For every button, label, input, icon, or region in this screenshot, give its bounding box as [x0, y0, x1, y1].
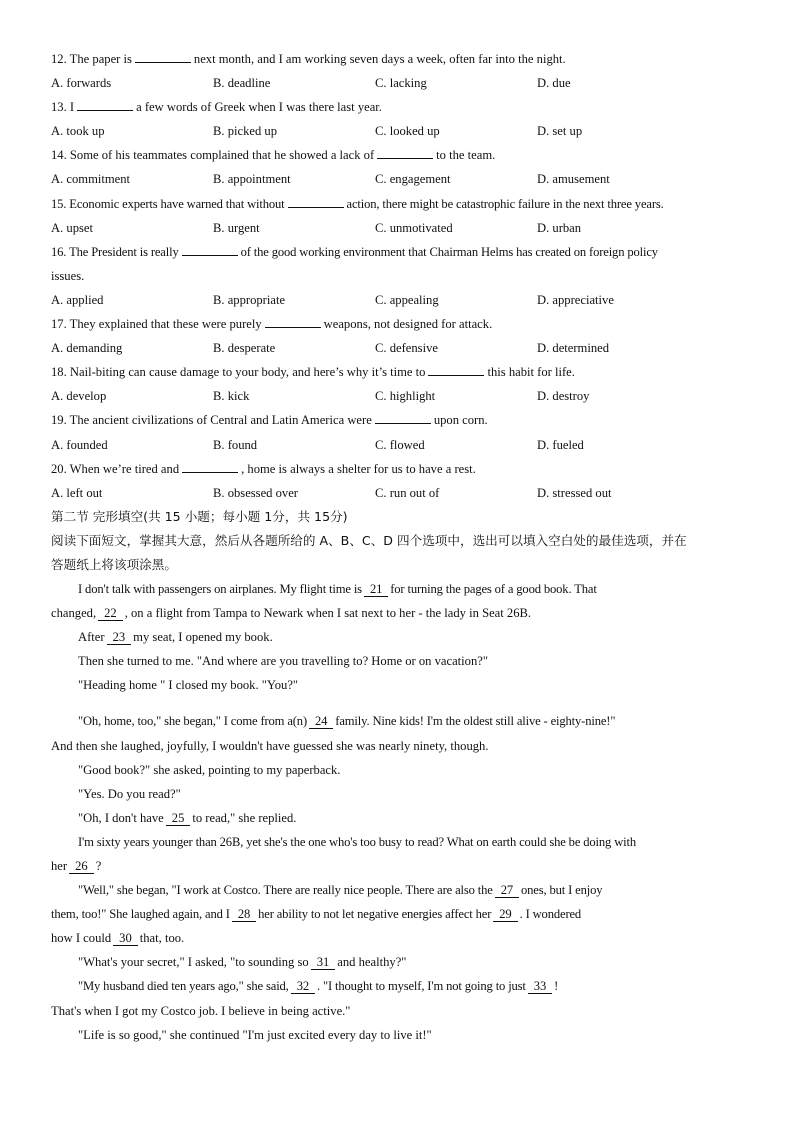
question-number: 19. — [51, 413, 67, 428]
answer-blank[interactable] — [77, 97, 133, 111]
option-c[interactable]: C. defensive — [375, 341, 438, 356]
question-number: 14. — [51, 148, 67, 163]
question-number: 20. — [51, 461, 67, 476]
option-c[interactable]: C. looked up — [375, 124, 440, 139]
cloze-blank-22[interactable]: 22 — [98, 606, 123, 621]
question-number: 18. — [51, 365, 67, 380]
passage-text: family. Nine kids! I'm the oldest still alive - eighty-nine!" — [335, 714, 616, 729]
cloze-blank-24[interactable]: 24 — [309, 714, 333, 729]
question-number: 13. — [51, 100, 67, 115]
question-14 — [51, 143, 756, 167]
question-17 — [51, 312, 756, 336]
option-c[interactable]: C. unmotivated — [375, 220, 453, 235]
question-16 — [51, 240, 756, 264]
question-15 — [51, 192, 756, 216]
option-a[interactable]: A. applied — [51, 292, 104, 307]
answer-blank[interactable] — [377, 145, 433, 159]
question-20 — [51, 457, 756, 481]
passage-line: "Life is so good," she continued "I'm just excited every day to live it!" — [78, 1027, 432, 1042]
passage-line: I'm sixty years younger than 26B, yet she's the one who's too busy to read? What on earth could she be doing with — [78, 834, 636, 849]
exam-page — [51, 47, 756, 1047]
option-b[interactable]: B. picked up — [213, 124, 278, 139]
passage-text: . I wondered — [519, 907, 582, 922]
option-a[interactable]: A. founded — [51, 437, 108, 452]
question-number: 12. — [51, 52, 67, 66]
options-16 — [51, 288, 756, 312]
option-a[interactable]: A. commitment — [51, 172, 131, 187]
passage-line: That's when I got my Costco job. I believe in being active." — [51, 1003, 351, 1018]
cloze-blank-30[interactable]: 30 — [113, 931, 138, 946]
passage-line — [51, 601, 756, 625]
section-instruction-continued: 答题纸上将该项涂黑。 — [51, 556, 177, 572]
question-text: The ancient civilizations of Central and Latin America were — [69, 413, 372, 428]
option-a[interactable]: A. upset — [51, 220, 93, 235]
options-12 — [51, 71, 756, 95]
option-d[interactable]: D. determined — [537, 341, 610, 356]
passage-text: her ability to not let negative energies affect her — [258, 907, 492, 922]
passage-text: how I could — [51, 931, 112, 946]
cloze-blank-31[interactable]: 31 — [311, 955, 336, 970]
question-text: They explained that these were purely — [69, 317, 262, 332]
option-d[interactable]: D. amusement — [537, 172, 610, 187]
question-text: to the team. — [436, 148, 496, 163]
option-d[interactable]: D. set up — [537, 124, 583, 139]
passage-text: ? — [95, 859, 102, 873]
answer-blank[interactable] — [265, 314, 321, 328]
passage-text: "My husband died ten years ago," she said, — [78, 979, 289, 994]
question-text: The President is really — [69, 244, 179, 259]
question-13 — [51, 95, 756, 119]
question-number: 17. — [51, 317, 67, 332]
cloze-blank-28[interactable]: 28 — [232, 907, 256, 922]
passage-text: that, too. — [139, 931, 185, 946]
option-c[interactable]: C. highlight — [375, 389, 436, 404]
passage-line: And then she laughed, joyfully, I wouldn't have guessed she was nearly ninety, though. — [51, 738, 489, 753]
passage-line — [51, 902, 756, 926]
question-text: When we’re tired and — [69, 461, 180, 476]
passage-line: Then she turned to me. "And where are you travelling to? Home or on vacation?" — [78, 654, 488, 669]
options-15 — [51, 216, 756, 240]
cloze-passage — [51, 577, 756, 1047]
question-text: action, there might be catastrophic failure in the next three years. — [346, 196, 664, 211]
question-text: Economic experts have warned that without — [69, 196, 285, 211]
option-d[interactable]: D. urban — [537, 220, 582, 235]
options-14 — [51, 167, 756, 191]
passage-text: "Well," she began, "I work at Costco. There are really nice people. There are also the — [78, 883, 493, 898]
passage-text: her — [51, 859, 68, 873]
passage-text: and healthy?" — [337, 955, 407, 970]
option-b[interactable]: B. deadline — [213, 76, 271, 91]
section-instruction: 阅读下面短文，掌握其大意，然后从各题所给的 A、B、C、D 四个选项中，选出可以填入空白处的最佳选项，并在 — [51, 532, 687, 548]
question-text: of the good working environment that Chairman Helms has created on foreign policy — [240, 244, 658, 259]
question-text: issues. — [51, 268, 85, 283]
passage-text: "Oh, home, too," she began," I come from a(n) — [78, 714, 307, 729]
passage-text: . "I thought to myself, I'm not going to just — [316, 979, 526, 994]
passage-line — [51, 577, 756, 601]
options-20 — [51, 481, 756, 505]
cloze-blank-23[interactable]: 23 — [107, 630, 132, 645]
passage-line: "Good book?" she asked, pointing to my paperback. — [78, 762, 341, 777]
option-b[interactable]: B. found — [213, 437, 258, 452]
answer-blank[interactable] — [375, 410, 431, 424]
option-c[interactable]: C. run out of — [375, 485, 440, 500]
option-c[interactable]: C. flowed — [375, 437, 425, 452]
passage-line — [51, 926, 756, 950]
question-text: The paper is — [69, 52, 132, 66]
answer-blank[interactable] — [428, 362, 484, 376]
answer-blank[interactable] — [182, 242, 238, 256]
option-b[interactable]: B. appointment — [213, 172, 291, 187]
question-number: 15. — [51, 196, 67, 211]
passage-text: to read," she replied. — [192, 810, 297, 825]
option-c[interactable]: C. engagement — [375, 172, 451, 187]
option-d[interactable]: D. stressed out — [537, 485, 612, 500]
passage-text: for turning the pages of a good book. That — [390, 582, 597, 597]
question-text: , home is always a shelter for us to have a rest. — [241, 461, 476, 476]
option-b[interactable]: B. urgent — [213, 220, 260, 235]
options-19 — [51, 433, 756, 457]
question-text: this habit for life. — [487, 365, 575, 380]
option-b[interactable]: B. desperate — [213, 341, 276, 356]
answer-blank[interactable] — [182, 459, 238, 473]
option-b[interactable]: B. obsessed over — [213, 485, 298, 500]
passage-line — [51, 806, 756, 830]
option-d[interactable]: D. due — [537, 76, 571, 91]
passage-line: "Yes. Do you read?" — [78, 786, 181, 801]
passage-line — [51, 625, 756, 649]
option-c[interactable]: C. lacking — [375, 76, 427, 91]
answer-blank[interactable] — [135, 49, 191, 63]
passage-text: After — [78, 630, 105, 645]
option-a[interactable]: A. left out — [51, 485, 103, 500]
passage-line — [51, 974, 756, 998]
passage-text: my seat, I opened my book. — [133, 630, 273, 645]
options-17 — [51, 336, 756, 360]
passage-line — [51, 950, 756, 974]
cloze-blank-21[interactable]: 21 — [364, 582, 388, 597]
answer-blank[interactable] — [288, 194, 344, 208]
cloze-blank-27[interactable]: 27 — [495, 883, 519, 898]
options-13 — [51, 119, 756, 143]
passage-line — [51, 854, 756, 878]
cloze-blank-26[interactable]: 26 — [69, 859, 94, 874]
option-a[interactable]: A. took up — [51, 124, 105, 139]
option-a[interactable]: A. forwards — [51, 76, 112, 91]
question-18 — [51, 360, 756, 384]
cloze-blank-29[interactable]: 29 — [493, 907, 517, 922]
question-number: 16. — [51, 244, 67, 259]
passage-line — [51, 709, 756, 733]
cloze-blank-25[interactable]: 25 — [166, 811, 191, 826]
question-text: I — [69, 100, 75, 115]
question-19 — [51, 408, 756, 432]
question-16-continued — [51, 264, 756, 288]
cloze-blank-33[interactable]: 33 — [528, 979, 552, 994]
option-a[interactable]: A. demanding — [51, 341, 123, 356]
question-text: weapons, not designed for attack. — [323, 317, 493, 332]
passage-line: "Heading home " I closed my book. "You?" — [78, 678, 299, 693]
passage-text: ! — [554, 979, 559, 994]
options-18 — [51, 384, 756, 408]
question-text: a few words of Greek when I was there last year. — [136, 100, 382, 115]
question-text: upon corn. — [433, 413, 488, 428]
question-text: Nail-biting can cause damage to your body, and here’s why it’s time to — [69, 365, 426, 380]
question-text: Some of his teammates complained that he showed a lack of — [69, 148, 375, 163]
passage-text: "Oh, I don't have — [78, 810, 164, 825]
option-b[interactable]: B. kick — [213, 389, 250, 404]
question-text: next month, and I am working seven days a week, often far into the night. — [193, 52, 566, 66]
cloze-blank-32[interactable]: 32 — [291, 979, 315, 994]
option-b[interactable]: B. appropriate — [213, 292, 286, 307]
option-a[interactable]: A. develop — [51, 389, 107, 404]
option-c[interactable]: C. appealing — [375, 292, 439, 307]
passage-text: ones, but I enjoy — [521, 883, 603, 898]
question-12 — [51, 47, 756, 71]
section-title: 第二节 完形填空(共 15 小题；每小题 1分，共 15分) — [51, 508, 348, 524]
option-d[interactable]: D. appreciative — [537, 292, 614, 307]
passage-text: , on a flight from Tampa to Newark when I sat next to her - the lady in Seat 26B. — [124, 606, 532, 621]
passage-text: changed, — [51, 606, 97, 621]
passage-text: "What's your secret," I asked, "to sounding so — [78, 955, 309, 970]
option-d[interactable]: D. destroy — [537, 389, 590, 404]
passage-text: them, too!" She laughed again, and I — [51, 907, 230, 922]
option-d[interactable]: D. fueled — [537, 437, 584, 452]
passage-line — [51, 878, 756, 902]
passage-text: I don't talk with passengers on airplanes. My flight time is — [78, 582, 362, 597]
